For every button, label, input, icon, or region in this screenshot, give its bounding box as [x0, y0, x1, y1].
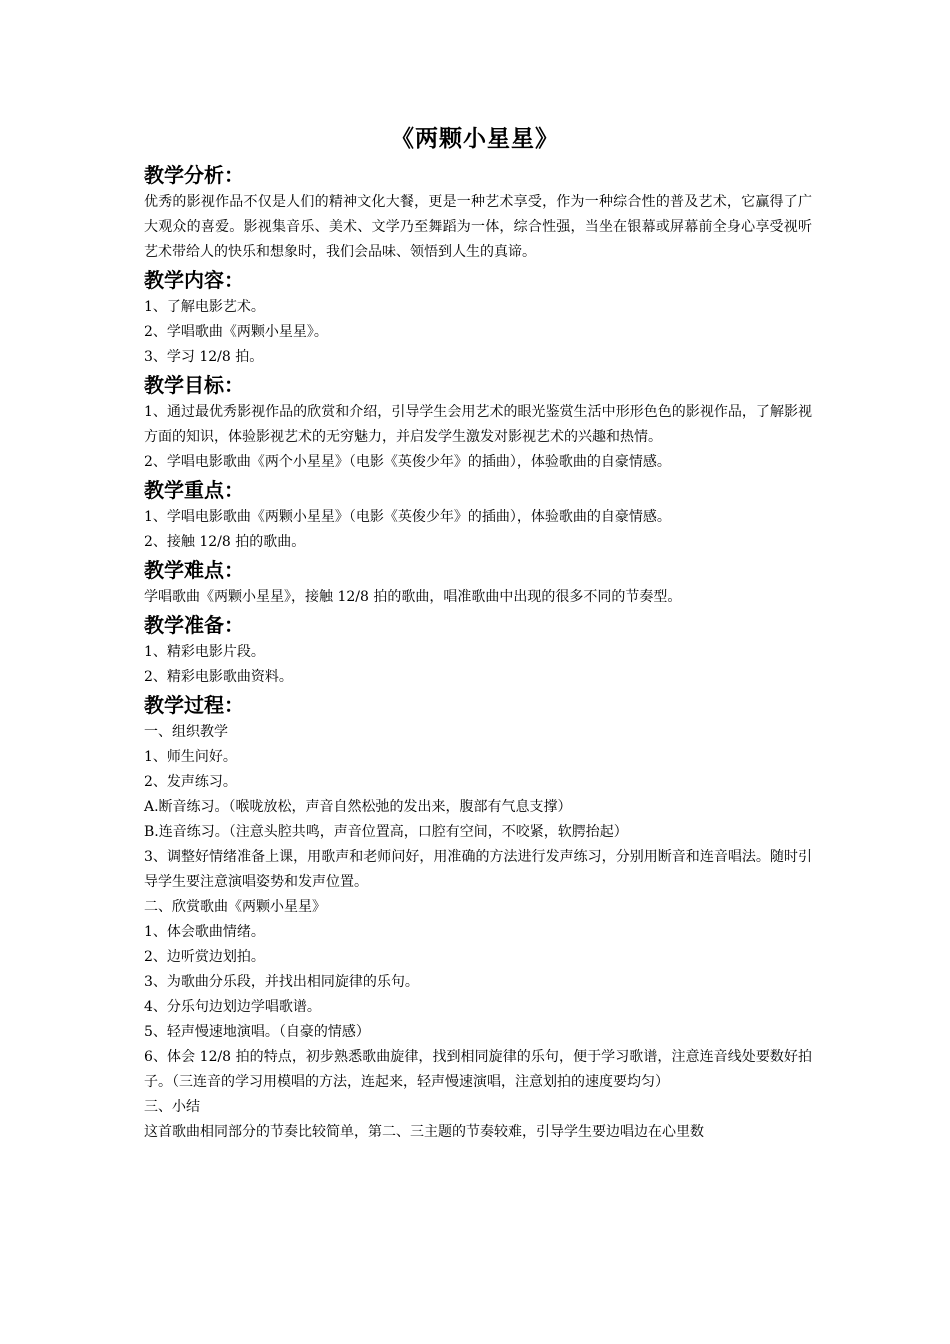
process-line: 5、轻声慢速地演唱。（自豪的情感） [144, 1024, 370, 1040]
content-item: 1、了解电影艺术。 [144, 299, 265, 315]
process-line: 一、组织教学 [144, 724, 228, 740]
analysis-paragraph: 优秀的影视作品不仅是人们的精神文化大餐，更是一种艺术享受，作为一种综合性的普及艺术，它赢得了广大观众的喜爱。影视集音乐、美术、文学乃至舞蹈为一体，综合性强，当坐在银幕或屏幕前全身心享受视听艺术带给人的快乐和想象时，我们会品味、领悟到人生的真谛。 [144, 194, 812, 260]
goal-item: 1、通过最优秀影视作品的欣赏和介绍，引导学生会用艺术的眼光鉴赏生活中形形色色的影视作品，了解影视方面的知识，体验影视艺术的无穷魅力，并启发学生激发对影视艺术的兴趣和热情。 [144, 404, 812, 445]
key-point-item: 1、学唱电影歌曲《两颗小星星》（电影《英俊少年》的插曲），体验歌曲的自豪情感。 [144, 509, 671, 525]
goal-item: 2、学唱电影歌曲《两个小星星》（电影《英俊少年》的插曲），体验歌曲的自豪情感。 [144, 454, 671, 470]
key-point-item: 2、接触 12/8 拍的歌曲。 [144, 534, 306, 550]
process-line: 2、边听赏边划拍。 [144, 949, 265, 965]
process-line: 三、小结 [144, 1099, 200, 1115]
section-heading-process: 教学过程： [144, 693, 244, 717]
difficulties-paragraph: 学唱歌曲《两颗小星星》，接触 12/8 拍的歌曲，唱准歌曲中出现的很多不同的节奏型。 [144, 589, 682, 605]
process-line: 4、分乐句边划边学唱歌谱。 [144, 999, 321, 1015]
section-heading-preparation: 教学准备： [144, 613, 244, 637]
content-item: 3、学习 12/8 拍。 [144, 349, 264, 365]
document-body [144, 160, 812, 1145]
process-line: 这首歌曲相同部分的节奏比较简单，第二、三主题的节奏较难，引导学生要边唱边在心里数 [144, 1124, 704, 1140]
process-line: B.连音练习。（注意头腔共鸣，声音位置高，口腔有空间，不咬紧，软腭抬起） [144, 824, 628, 840]
section-heading-analysis: 教学分析： [144, 163, 244, 187]
process-line: 3、调整好情绪准备上课，用歌声和老师问好，用准确的方法进行发声练习，分别用断音和连音唱法。随时引导学生要注意演唱姿势和发声位置。 [144, 849, 812, 890]
process-line: 2、发声练习。 [144, 774, 237, 790]
section-heading-key-points: 教学重点： [144, 478, 244, 502]
process-line: A.断音练习。（喉咙放松，声音自然松弛的发出来，腹部有气息支撑） [144, 799, 572, 815]
preparation-item: 2、精彩电影歌曲资料。 [144, 669, 293, 685]
process-line: 二、欣赏歌曲《两颗小星星》 [144, 899, 326, 915]
section-heading-goals: 教学目标： [144, 373, 244, 397]
process-line: 6、体会 12/8 拍的特点，初步熟悉歌曲旋律，找到相同旋律的乐句，便于学习歌谱，注意连音线处要数好拍子。（三连音的学习用模唱的方法，连起来，轻声慢速演唱，注意划拍的速度要均匀） [144, 1049, 812, 1090]
process-line: 1、体会歌曲情绪。 [144, 924, 265, 940]
process-line: 1、师生问好。 [144, 749, 237, 765]
preparation-item: 1、精彩电影片段。 [144, 644, 265, 660]
process-line: 3、为歌曲分乐段，并找出相同旋律的乐句。 [144, 974, 419, 990]
document-title: 《两颗小星星》 [391, 126, 559, 152]
section-heading-content: 教学内容： [144, 268, 244, 292]
content-item: 2、学唱歌曲《两颗小星星》。 [144, 324, 328, 340]
section-heading-difficulties: 教学难点： [144, 558, 244, 582]
